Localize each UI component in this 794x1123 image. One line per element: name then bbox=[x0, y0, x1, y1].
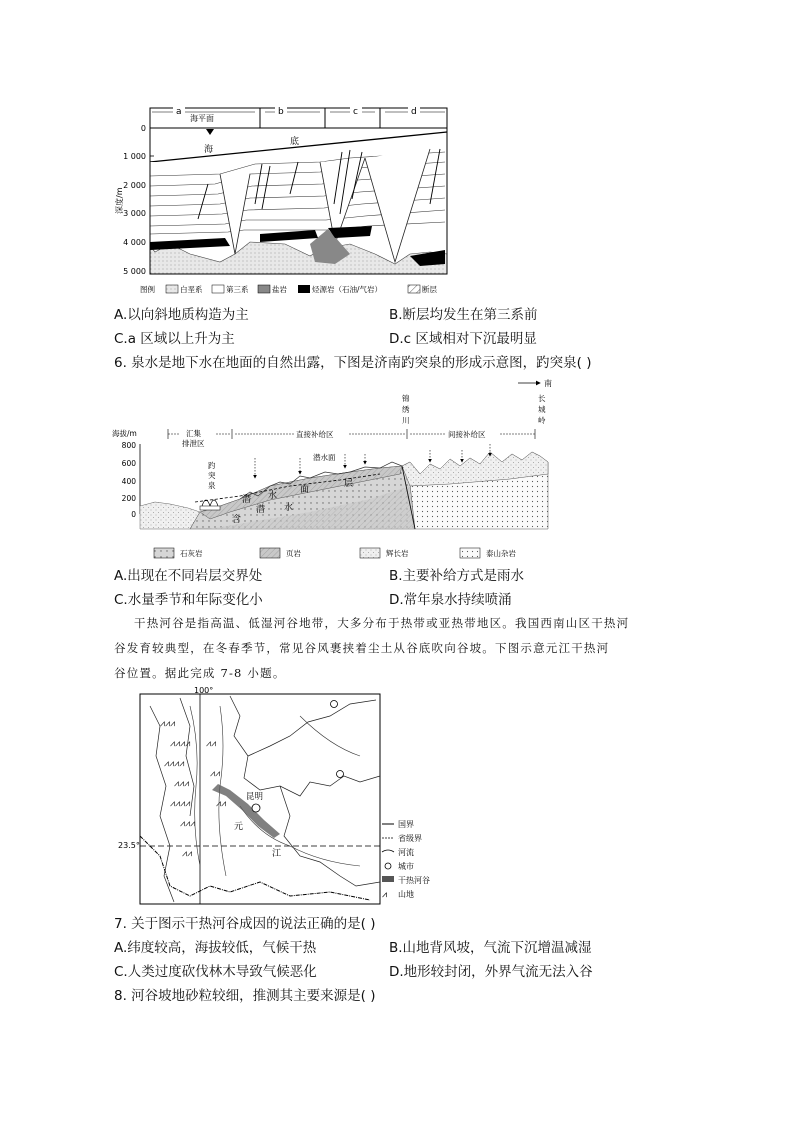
zone-indirect-recharge: 间接补给区 bbox=[448, 430, 486, 439]
svg-text:⩘⩘⩘⩘: ⩘⩘⩘⩘ bbox=[170, 799, 191, 809]
zone-drain-line2: 排泄区 bbox=[182, 439, 205, 448]
svg-text:⩘⩘⩘⩘: ⩘⩘⩘⩘ bbox=[170, 739, 191, 749]
legend-shale: 页岩 bbox=[286, 549, 301, 558]
ridge-char-1: 长 bbox=[538, 394, 546, 403]
svg-text:⩘⩘: ⩘⩘ bbox=[206, 739, 217, 749]
q6-option-d: D.常年泉水持续喷涌 bbox=[389, 592, 512, 608]
y-tick-1: 1 000 bbox=[123, 152, 146, 161]
river-char-3: 川 bbox=[402, 416, 410, 425]
aquifer-char-1: 潜 bbox=[242, 495, 252, 505]
ridge-char-2: 城 bbox=[538, 405, 546, 414]
svg-text:⩘⩘: ⩘⩘ bbox=[182, 849, 193, 859]
river-label-jiang: 江 bbox=[272, 849, 282, 859]
y-axis-label: 深度/m bbox=[115, 187, 124, 214]
y-tick-2: 2 000 bbox=[123, 181, 146, 190]
aquifer-char-2: 水 bbox=[268, 491, 278, 501]
legend-swatch-cretaceous bbox=[166, 285, 178, 293]
legend-line-river bbox=[382, 850, 394, 852]
alt-tick-800: 800 bbox=[121, 441, 136, 450]
legend-swatch-gabbro bbox=[360, 548, 380, 558]
legend-swatch-tertiary bbox=[212, 285, 224, 293]
alt-tick-0: 0 bbox=[131, 510, 136, 519]
legend-national-border: 国界 bbox=[398, 820, 414, 829]
legend-tertiary: 第三系 bbox=[226, 285, 249, 294]
spring-icon bbox=[202, 500, 218, 506]
legend-swatch-shale bbox=[260, 548, 280, 558]
legend-swatch-source-rock bbox=[298, 285, 310, 293]
seabed-label-2: 底 bbox=[290, 137, 300, 147]
river-char-1: 锦 bbox=[402, 394, 410, 403]
segment-d: d bbox=[411, 107, 417, 117]
aquifer-char-3: 面 bbox=[300, 485, 310, 495]
alt-tick-200: 200 bbox=[121, 494, 136, 503]
q7-option-d: D.地形较封闭，外界气流无法入谷 bbox=[389, 964, 593, 980]
y-axis-altitude: 海拔/m bbox=[112, 429, 137, 438]
legend-swatch-limestone bbox=[154, 548, 174, 558]
river-char-2: 绣 bbox=[402, 405, 410, 414]
q7-option-c: C.人类过度砍伐林木导致气候恶化 bbox=[114, 964, 317, 980]
city-kunming bbox=[252, 804, 260, 812]
water-surface-label: 潜水面 bbox=[313, 453, 336, 462]
svg-text:⩘⩘⩘: ⩘⩘⩘ bbox=[180, 819, 196, 829]
legend-mountain: 山地 bbox=[398, 890, 414, 899]
sea-level-label: 海平面 bbox=[190, 114, 214, 123]
spring-char-2: 突 bbox=[208, 471, 216, 480]
q8-stem: 8. 河谷坡地砂粒较细，推测其主要来源是( ) bbox=[114, 988, 376, 1004]
city-marker-3 bbox=[331, 701, 338, 708]
segment-a: a bbox=[176, 107, 182, 117]
river-label-yuan: 元 bbox=[234, 822, 244, 832]
south-label: 南 bbox=[544, 379, 552, 388]
q7-stem: 7. 关于图示干热河谷成因的说法正确的是( ) bbox=[114, 916, 376, 932]
q5-option-b: B.断层均发生在第三系前 bbox=[389, 307, 538, 323]
legend-city: 城市 bbox=[398, 862, 414, 871]
q6-option-a: A.出现在不同岩层交界处 bbox=[114, 568, 263, 584]
legend-dry-hot-valley: 干热河谷 bbox=[398, 876, 430, 885]
svg-text:⩘⩘⩘: ⩘⩘⩘ bbox=[174, 779, 190, 789]
figure-yuanjiang-map bbox=[118, 686, 450, 908]
y-tick-0: 0 bbox=[140, 124, 146, 133]
legend-valley-swatch bbox=[382, 876, 394, 882]
seabed-label-1: 海 bbox=[204, 145, 214, 155]
legend-gabbro: 辉长岩 bbox=[386, 549, 409, 558]
sea-level-marker bbox=[206, 129, 214, 135]
y-tick-3: 3 000 bbox=[123, 209, 146, 218]
svg-text:⩘⩘: ⩘⩘ bbox=[210, 769, 221, 779]
aquifer-char-4: 层 bbox=[344, 479, 354, 489]
passage-line-1: 干热河谷是指高温、低湿河谷地带，大多分布于热带或亚热带地区。我国西南山区干热河 bbox=[134, 616, 630, 630]
legend-swatch-salt bbox=[258, 285, 270, 293]
legend-salt: 盐岩 bbox=[272, 285, 287, 294]
q7-option-b: B.山地背风坡，气流下沉增温减湿 bbox=[389, 940, 592, 956]
legend-mountain-icon: ⩘ bbox=[382, 890, 388, 900]
q5-option-d: D.c 区域相对下沉最明显 bbox=[389, 331, 537, 347]
q5-option-c: C.a 区域以上升为主 bbox=[114, 331, 235, 347]
legend-city-icon bbox=[385, 863, 391, 869]
q6-option-c: C.水量季节和年际变化小 bbox=[114, 592, 263, 608]
y-tick-4: 4 000 bbox=[123, 238, 146, 247]
q6-option-b: B.主要补给方式是雨水 bbox=[389, 568, 525, 584]
confined-label: 含 bbox=[232, 515, 242, 525]
segment-c: c bbox=[353, 107, 358, 117]
alt-tick-400: 400 bbox=[121, 477, 136, 486]
legend-limestone: 石灰岩 bbox=[180, 549, 203, 558]
longitude-label: 100° bbox=[194, 686, 214, 695]
legend-swatch-taishan bbox=[460, 548, 480, 558]
ridge-char-3: 岭 bbox=[538, 416, 546, 425]
latitude-label: 23.5° bbox=[118, 841, 140, 850]
q6-stem: 6. 泉水是地下水在地面的自然出露，下图是济南趵突泉的形成示意图，趵突泉( ) bbox=[114, 355, 592, 371]
legend-swatch-fault bbox=[408, 285, 420, 293]
svg-text:⩘⩘⩘: ⩘⩘⩘ bbox=[160, 719, 176, 729]
figure-spring-section bbox=[110, 374, 555, 564]
spring-char-3: 泉 bbox=[208, 481, 216, 490]
svg-text:⩘⩘⩘⩘: ⩘⩘⩘⩘ bbox=[164, 759, 185, 769]
q7-option-a: A.纬度较高，海拔较低，气候干热 bbox=[114, 940, 317, 956]
legend-cretaceous: 白垩系 bbox=[180, 285, 203, 294]
aquifer-lower-1: 潜 bbox=[256, 505, 266, 515]
alt-tick-600: 600 bbox=[121, 459, 136, 468]
legend-title: 图例 bbox=[140, 285, 155, 294]
city-marker-2 bbox=[337, 771, 344, 778]
legend-taishan: 泰山杂岩 bbox=[486, 549, 516, 558]
aquifer-lower-2: 水 bbox=[284, 503, 294, 513]
zone-drain-line1: 汇集 bbox=[186, 429, 201, 438]
svg-text:⩘⩘: ⩘⩘ bbox=[216, 799, 227, 809]
y-tick-5: 5 000 bbox=[123, 267, 146, 276]
spring-char-1: 趵 bbox=[208, 461, 216, 470]
city-kunming-label: 昆明 bbox=[246, 792, 264, 802]
legend-source-rock: 烃源岩（石油/气岩） bbox=[312, 285, 383, 294]
passage-line-3: 谷位置。据此完成 7-8 小题。 bbox=[114, 666, 286, 680]
segment-b: b bbox=[278, 107, 284, 117]
figure-geologic-section bbox=[110, 104, 455, 300]
legend-fault: 断层 bbox=[422, 285, 437, 294]
q5-option-a: A.以向斜地质构造为主 bbox=[114, 307, 249, 323]
legend-river: 河流 bbox=[398, 848, 414, 857]
legend-province-border: 省级界 bbox=[398, 834, 422, 843]
passage-line-2: 谷发育较典型，在冬春季节，常见谷风裹挟着尘土从谷底吹向谷坡。下图示意元江干热河 bbox=[114, 641, 610, 655]
zone-direct-recharge: 直接补给区 bbox=[296, 430, 334, 439]
